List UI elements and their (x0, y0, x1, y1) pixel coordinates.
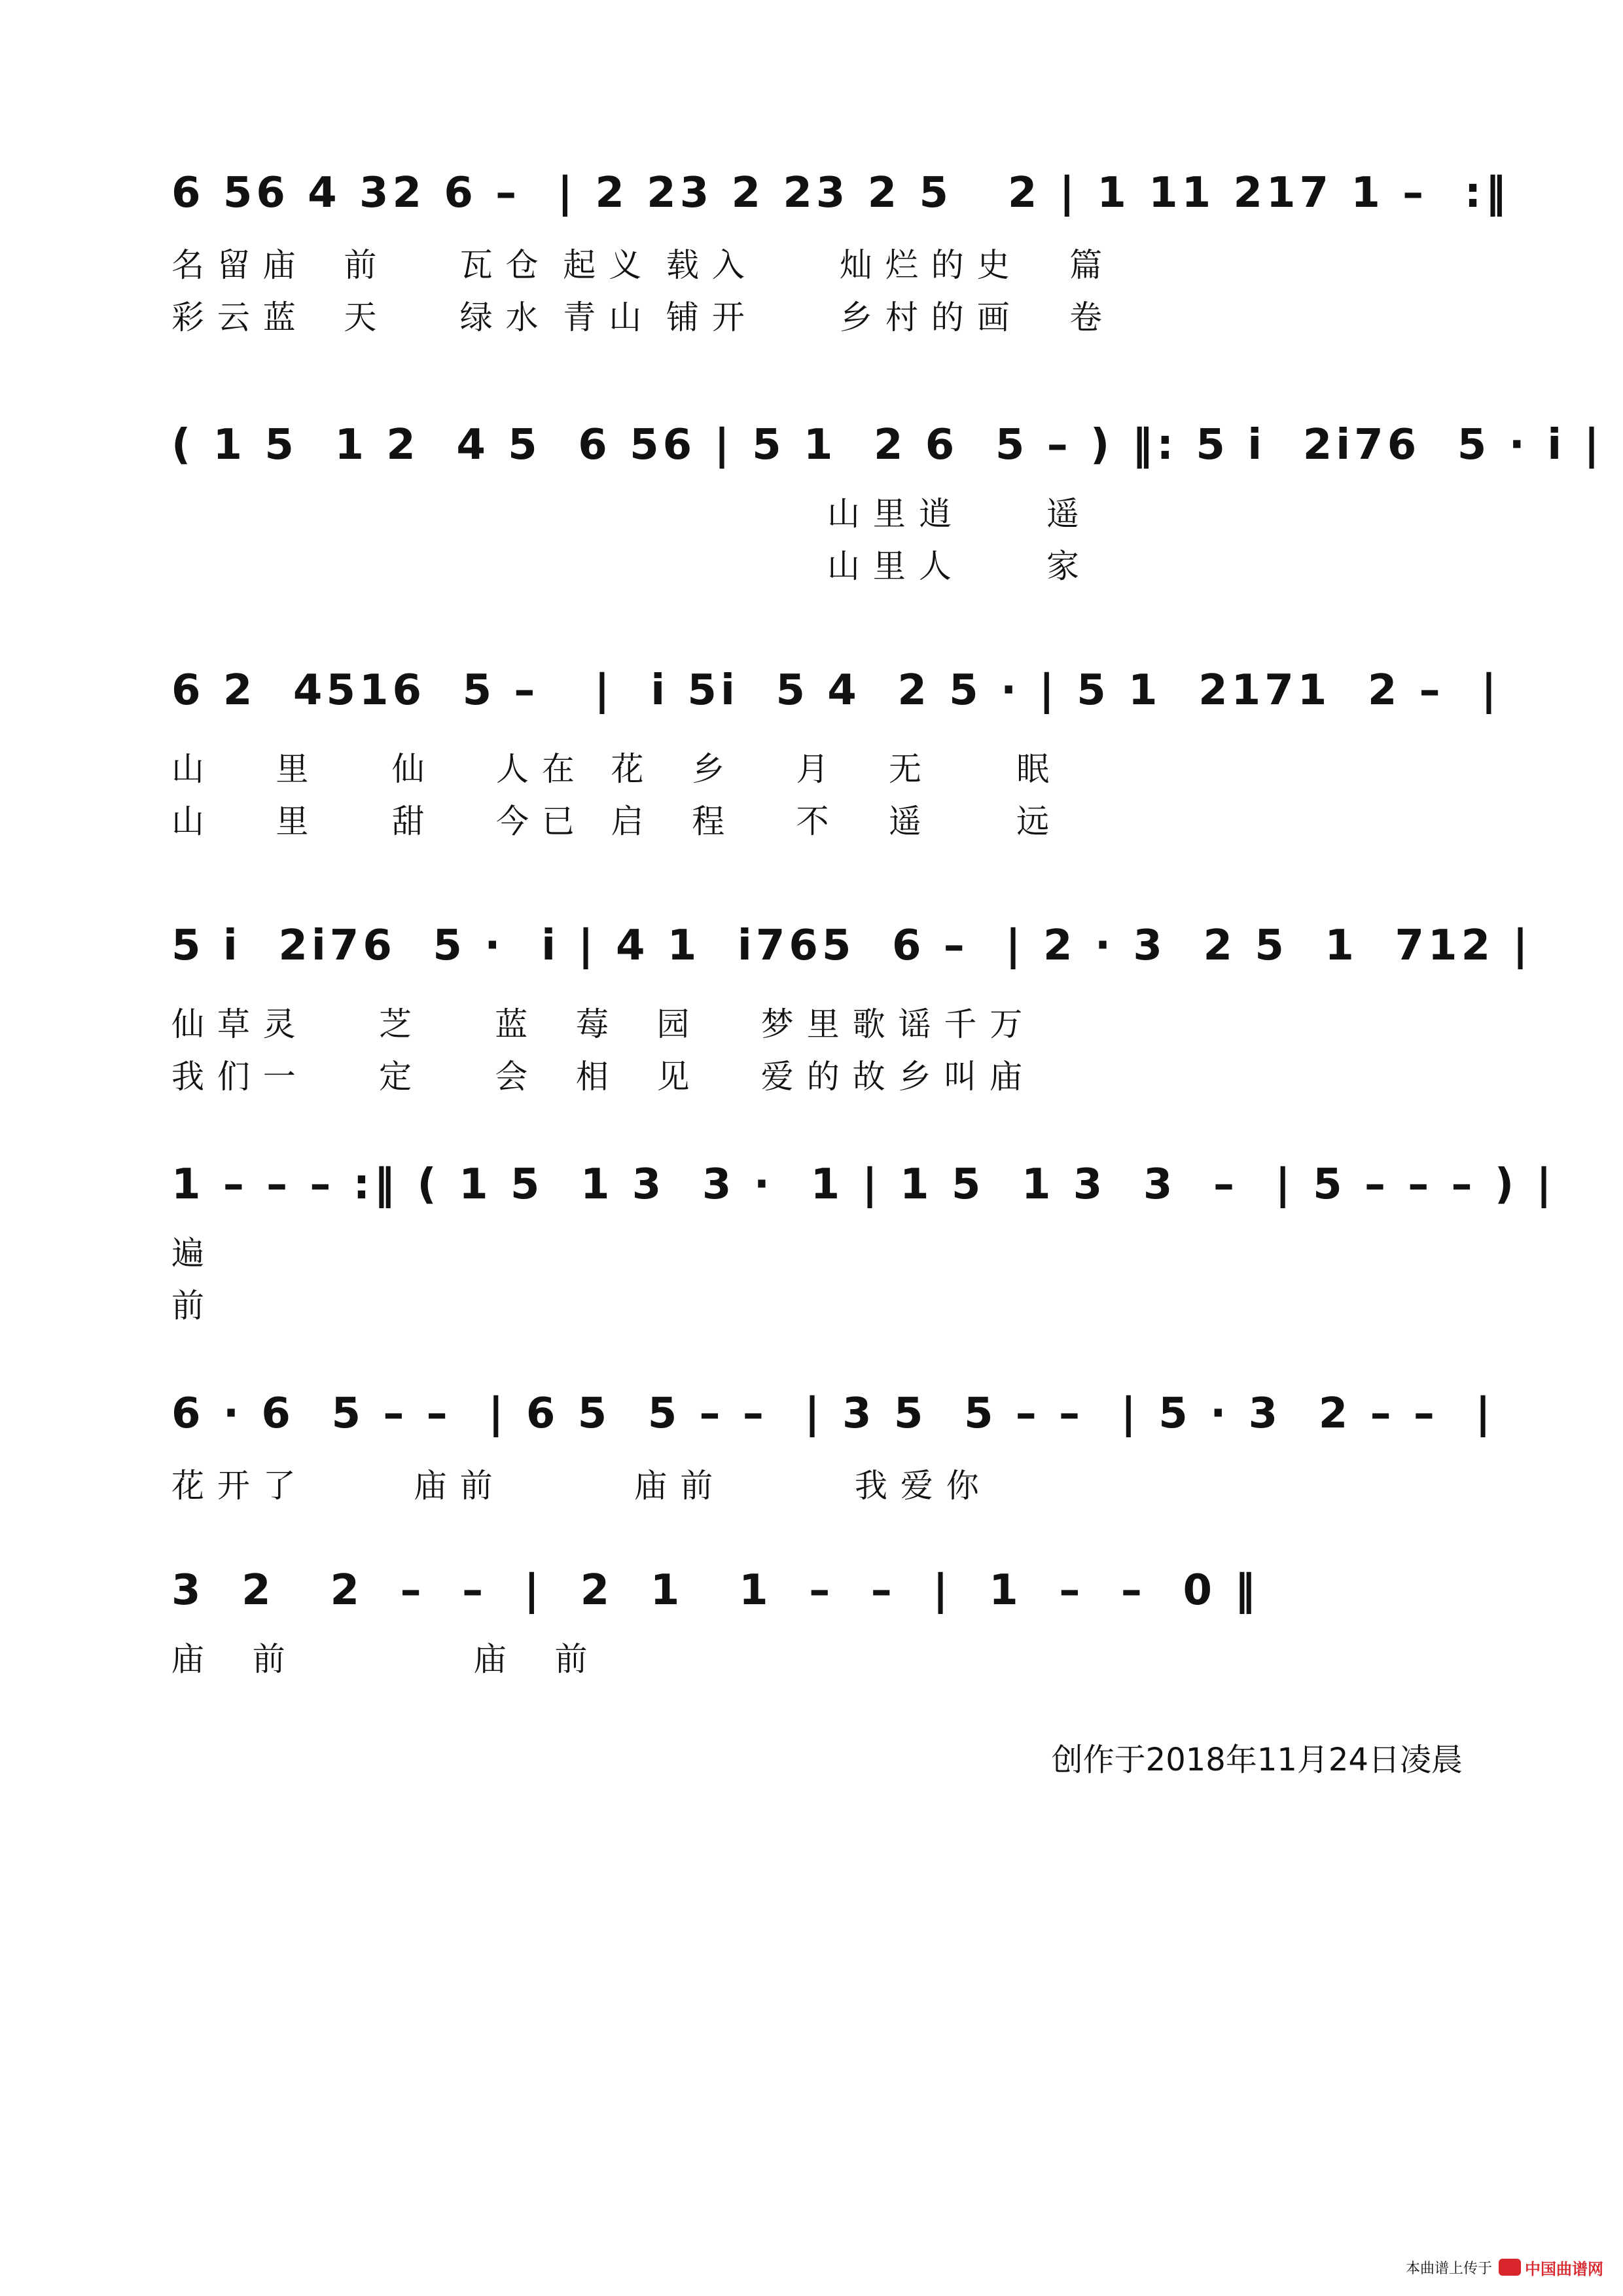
composition-date-note: 创作于2018年11月24日凌晨 (1051, 1742, 1463, 1778)
lyric-row-3-verse-1: 山 里 仙 人 在 花 乡 月 无 眠 (171, 750, 1051, 788)
lyric-row-2-verse-2: 山 里 人 家 (171, 547, 1080, 585)
notation-row-4: 5 i 2i76 5 · i | 4 1 i765 6 – | 2 · 3 2 5 1 712 | (171, 922, 1532, 970)
notation-row-7: 3 2 2 – – | 2 1 1 – – | 1 – – 0 ‖ (171, 1566, 1260, 1615)
watermark-logo (1499, 2256, 1603, 2279)
notation-row-5: 1 – – – :‖ ( 1 5 1 3 3 · 1 | 1 5 1 3 3 – | 5 – – – ) | (171, 1160, 1556, 1209)
lyric-row-2-verse-1: 山 里 逍 遥 (171, 495, 1080, 533)
notation-row-1: 6 56 4 32 6 – | 2 23 2 23 2 5 2 | 1 11 217 1 – :‖ (171, 169, 1510, 217)
lyric-row-7: 庙 前 庙 前 (171, 1640, 589, 1678)
watermark-brand: 中国曲谱网 (1525, 2259, 1603, 2278)
lyric-row-5-verse-1: 遍 (171, 1234, 205, 1272)
notation-row-3: 6 2 4516 5 – | i 5i 5 4 2 5 · | 5 1 2171 2 – | (171, 666, 1501, 715)
lyric-row-4-verse-2: 我 们 一 定 会 相 见 爱 的 故 乡 叫 庙 (171, 1058, 1024, 1096)
lyric-row-6: 花 开 了 庙 前 庙 前 我 爱 你 (171, 1467, 980, 1505)
lyric-row-1-verse-1: 名 留 庙 前 瓦 仓 起 义 载 入 灿 烂 的 史 篇 (171, 246, 1104, 284)
notation-row-2: ( 1 5 1 2 4 5 6 56 | 5 1 2 6 5 – ) ‖: 5 i 2i76 5 · i | (171, 421, 1603, 469)
lyric-row-4-verse-1: 仙 草 灵 芝 蓝 莓 园 梦 里 歌 谣 千 万 (171, 1005, 1024, 1043)
notation-row-6: 6 · 6 5 – – | 6 5 5 – – | 3 5 5 – – | 5 · 3 2 – – | (171, 1390, 1495, 1438)
watermark-prefix: 本曲谱上传于 (1405, 2260, 1492, 2277)
lyric-row-1-verse-2: 彩 云 蓝 天 绿 水 青 山 铺 开 乡 村 的 画 卷 (171, 298, 1104, 336)
lyric-row-5-verse-2: 前 (171, 1287, 205, 1325)
lyric-row-3-verse-2: 山 里 甜 今 已 启 程 不 遥 远 (171, 802, 1051, 840)
logo-icon (1499, 2259, 1521, 2276)
watermark (1406, 2254, 1603, 2280)
